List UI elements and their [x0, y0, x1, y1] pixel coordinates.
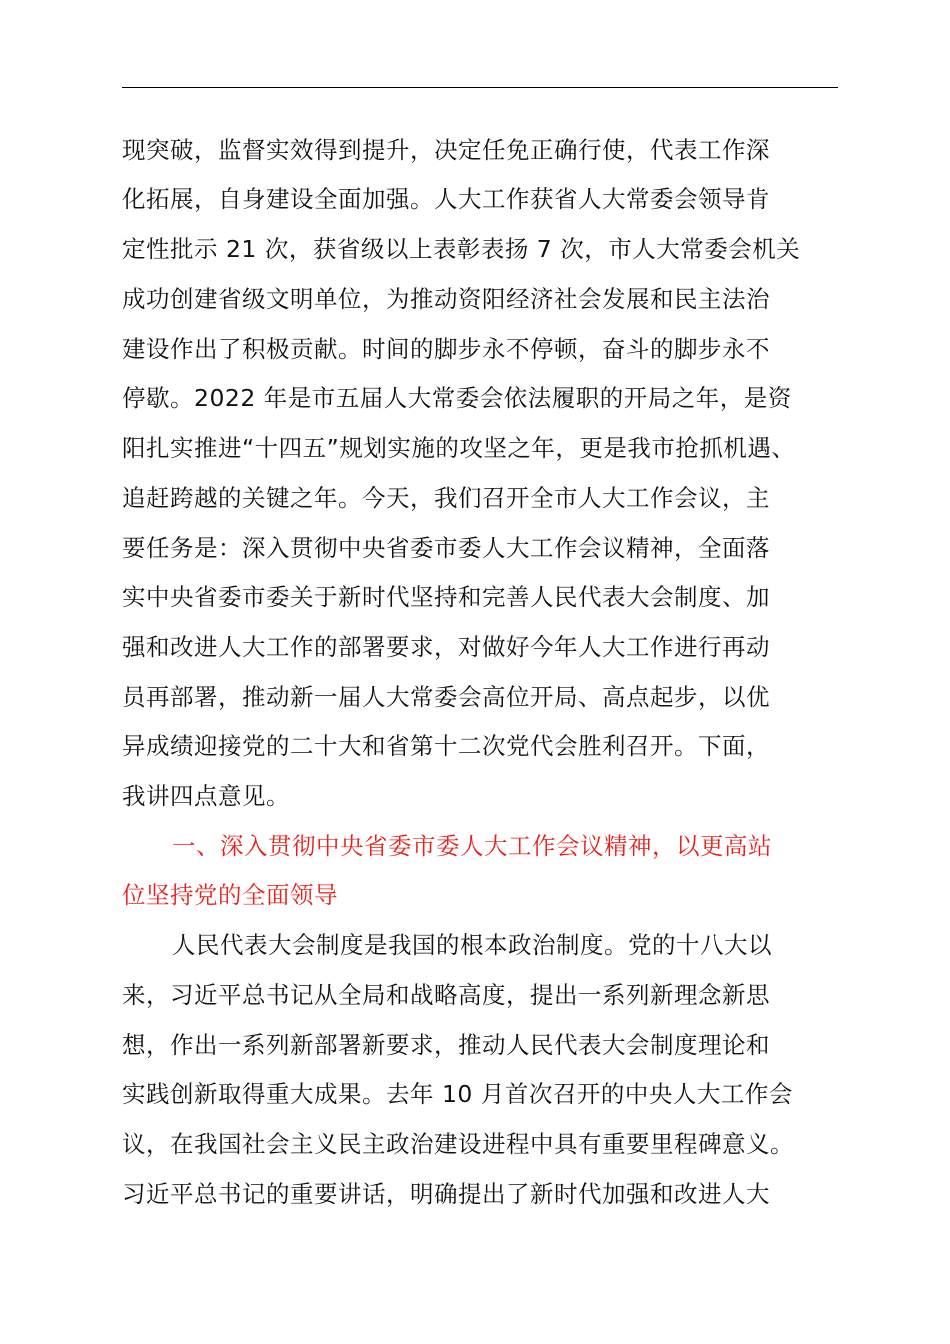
body-line: 停歇。2022 年是市五届人大常委会依法履职的开局之年，是资 — [122, 384, 792, 412]
body-line: 定性批示 21 次，获省级以上表彰表扬 7 次，市人大常委会机关 — [122, 235, 801, 263]
body-line: 习近平总书记的重要讲话，明确提出了新时代加强和改进人大 — [122, 1180, 770, 1208]
section-heading-line: 一、深入贯彻中央省委市委人大工作会议精神，以更高站 — [172, 832, 772, 860]
body-line: 强和改进人大工作的部署要求，对做好今年人大工作进行再动 — [122, 633, 770, 661]
body-line: 现突破，监督实效得到提升，决定任免正确行使，代表工作深 — [122, 136, 770, 164]
body-line: 建设作出了积极贡献。时间的脚步永不停顿，奋斗的脚步永不 — [122, 335, 770, 363]
body-line: 成功创建省级文明单位，为推动资阳经济社会发展和民主法治 — [122, 285, 770, 313]
body-line: 人民代表大会制度是我国的根本政治制度。党的十八大以 — [172, 931, 772, 959]
body-line: 实中央省委市委关于新时代坚持和完善人民代表大会制度、加 — [122, 583, 770, 611]
body-line: 异成绩迎接党的二十大和省第十二次党代会胜利召开。下面， — [122, 732, 770, 760]
body-line: 我讲四点意见。 — [122, 782, 290, 810]
body-line: 追赶跨越的关键之年。今天，我们召开全市人大工作会议，主 — [122, 484, 770, 512]
body-line: 来，习近平总书记从全局和战略高度，提出一系列新理念新思 — [122, 981, 770, 1009]
body-line: 要任务是：深入贯彻中央省委市委人大工作会议精神，全面落 — [122, 534, 770, 562]
section-heading-line: 位坚持党的全面领导 — [122, 881, 338, 909]
body-line: 实践创新取得重大成果。去年 10 月首次召开的中央人大工作会 — [122, 1080, 793, 1108]
body-line: 议，在我国社会主义民主政治建设进程中具有重要里程碑意义。 — [122, 1130, 794, 1158]
body-line: 想，作出一系列新部署新要求，推动人民代表大会制度理论和 — [122, 1031, 770, 1059]
header-rule — [122, 87, 838, 88]
body-line: 阳扎实推进“十四五”规划实施的攻坚之年，更是我市抢抓机遇、 — [122, 434, 796, 462]
body-line: 员再部署，推动新一届人大常委会高位开局、高点起步，以优 — [122, 683, 770, 711]
body-line: 化拓展，自身建设全面加强。人大工作获省人大常委会领导肯 — [122, 185, 770, 213]
